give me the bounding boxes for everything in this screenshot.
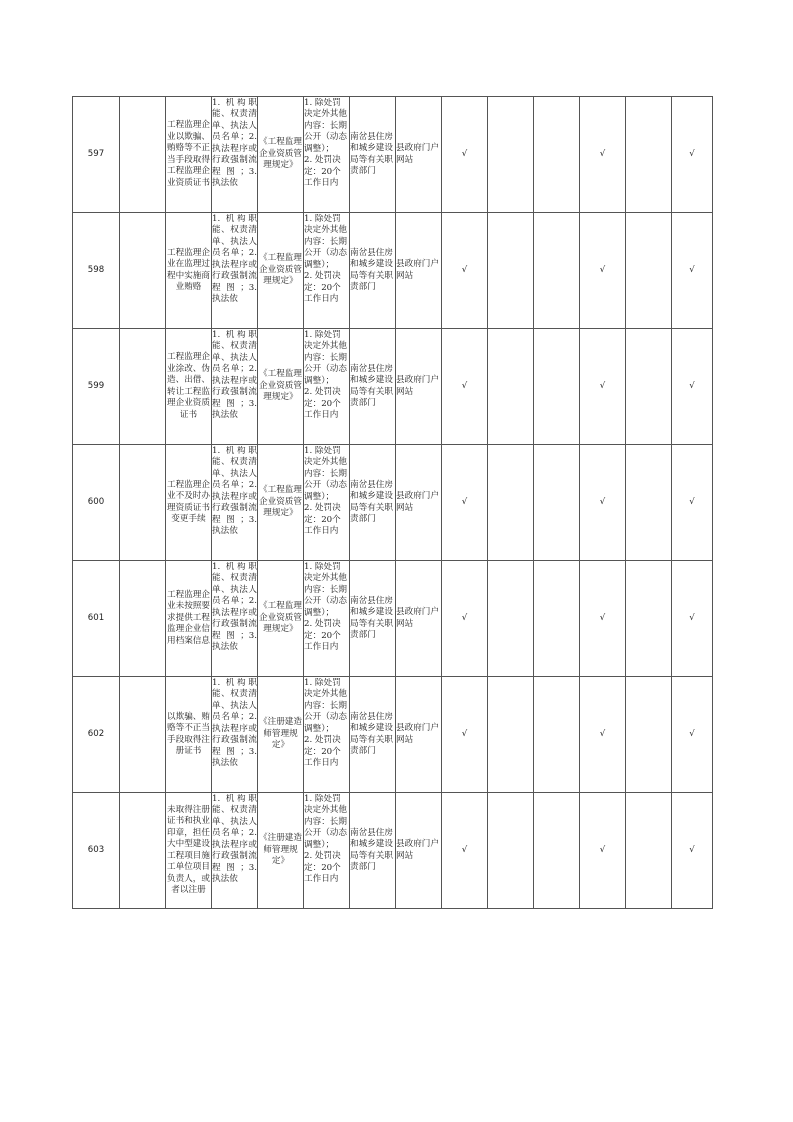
empty-cell (120, 329, 166, 445)
matter-name: 工程监理企业涂改、伪造、出借、转让工程监理企业资质证书 (166, 329, 212, 445)
table-row (73, 445, 713, 561)
disclosure-basis (212, 97, 258, 213)
disclosure-basis (212, 213, 258, 329)
disclosure-basis (212, 561, 258, 677)
check-cell: √ (672, 329, 713, 445)
matter-name: 未取得注册证书和执业印章，担任大中型建设工程项目施工单位项目负责人，或者以注册 (166, 793, 212, 909)
legal-basis: 《注册建造师管理规定》 (258, 793, 304, 909)
check-cell (488, 213, 534, 329)
row-number: 603 (73, 793, 120, 909)
disclosure-basis-text: 1. 机构职能、权责清单、执法人员名单；2. 执法程序或行政强制流程图；3. 执法依 (212, 677, 257, 768)
disclosure-time-text: 1. 除处罚决定外其他内容：长期公开（动态调整）； 2. 处罚决定：20个工作日内 (304, 97, 347, 188)
disclosure-basis (212, 445, 258, 561)
empty-cell (120, 677, 166, 793)
check-cell: √ (442, 329, 488, 445)
row-number: 600 (73, 445, 120, 561)
check-cell: √ (580, 561, 626, 677)
table-row (73, 213, 713, 329)
check-cell: √ (442, 677, 488, 793)
check-cell (534, 677, 580, 793)
disclosure-basis (212, 677, 258, 793)
disclosure-subject: 南岔县住房和城乡建设局等有关职责部门 (350, 677, 396, 793)
matter-name: 工程监理企业以欺骗、贿赂等不正当手段取得工程监理企业资质证书 (166, 97, 212, 213)
disclosure-subject: 南岔县住房和城乡建设局等有关职责部门 (350, 445, 396, 561)
disclosure-basis-text: 1. 机构职能、权责清单、执法人员名单；2. 执法程序或行政强制流程图；3. 执法依 (212, 793, 257, 884)
legal-basis: 《注册建造师管理规定》 (258, 677, 304, 793)
disclosure-basis-text: 1. 机构职能、权责清单、执法人员名单；2. 执法程序或行政强制流程图；3. 执法依 (212, 97, 257, 188)
check-cell: √ (442, 793, 488, 909)
empty-cell (120, 561, 166, 677)
table-row (73, 329, 713, 445)
table-row (73, 97, 713, 213)
disclosure-subject: 南岔县住房和城乡建设局等有关职责部门 (350, 97, 396, 213)
disclosure-time (304, 97, 350, 213)
disclosure-time-text: 1. 除处罚决定外其他内容：长期公开（动态调整）； 2. 处罚决定：20个工作日内 (304, 793, 347, 884)
disclosure-time (304, 677, 350, 793)
row-number: 601 (73, 561, 120, 677)
legal-basis: 《工程监理企业资质管理规定》 (258, 97, 304, 213)
disclosure-time-text: 1. 除处罚决定外其他内容：长期公开（动态调整）； 2. 处罚决定：20个工作日内 (304, 445, 347, 536)
disclosure-basis-text: 1. 机构职能、权责清单、执法人员名单；2. 执法程序或行政强制流程图；3. 执法依 (212, 213, 257, 304)
check-cell: √ (580, 329, 626, 445)
empty-cell (120, 213, 166, 329)
disclosure-time (304, 213, 350, 329)
check-cell (534, 561, 580, 677)
check-cell (488, 677, 534, 793)
row-number: 597 (73, 97, 120, 213)
disclosure-subject: 南岔县住房和城乡建设局等有关职责部门 (350, 793, 396, 909)
disclosure-table (72, 96, 713, 909)
disclosure-basis-text: 1. 机构职能、权责清单、执法人员名单；2. 执法程序或行政强制流程图；3. 执法依 (212, 561, 257, 652)
matter-name: 工程监理企业不及时办理资质证书变更手续 (166, 445, 212, 561)
check-cell: √ (672, 677, 713, 793)
check-cell: √ (442, 213, 488, 329)
row-number: 602 (73, 677, 120, 793)
legal-basis: 《工程监理企业资质管理规定》 (258, 561, 304, 677)
table-body (73, 97, 713, 909)
disclosure-channel: 县政府门户网站 (396, 677, 442, 793)
table-row (73, 677, 713, 793)
check-cell: √ (672, 213, 713, 329)
disclosure-subject: 南岔县住房和城乡建设局等有关职责部门 (350, 329, 396, 445)
matter-name: 工程监理企业未按照要求提供工程监理企业信用档案信息 (166, 561, 212, 677)
check-cell (626, 677, 672, 793)
check-cell: √ (672, 445, 713, 561)
disclosure-channel: 县政府门户网站 (396, 329, 442, 445)
disclosure-time-text: 1. 除处罚决定外其他内容：长期公开（动态调整）； 2. 处罚决定：20个工作日内 (304, 561, 347, 652)
check-cell (626, 213, 672, 329)
disclosure-time (304, 561, 350, 677)
row-number: 598 (73, 213, 120, 329)
check-cell (488, 329, 534, 445)
legal-basis: 《工程监理企业资质管理规定》 (258, 213, 304, 329)
check-cell: √ (580, 677, 626, 793)
disclosure-time (304, 445, 350, 561)
check-cell (488, 97, 534, 213)
disclosure-basis-text: 1. 机构职能、权责清单、执法人员名单；2. 执法程序或行政强制流程图；3. 执法依 (212, 445, 257, 536)
disclosure-basis (212, 329, 258, 445)
legal-basis: 《工程监理企业资质管理规定》 (258, 445, 304, 561)
check-cell (488, 793, 534, 909)
check-cell (534, 213, 580, 329)
disclosure-channel: 县政府门户网站 (396, 445, 442, 561)
empty-cell (120, 97, 166, 213)
disclosure-time-text: 1. 除处罚决定外其他内容：长期公开（动态调整）； 2. 处罚决定：20个工作日内 (304, 213, 347, 304)
check-cell: √ (580, 97, 626, 213)
check-cell (534, 445, 580, 561)
disclosure-basis (212, 793, 258, 909)
disclosure-channel: 县政府门户网站 (396, 793, 442, 909)
disclosure-time-text: 1. 除处罚决定外其他内容：长期公开（动态调整）； 2. 处罚决定：20个工作日内 (304, 329, 347, 420)
row-number: 599 (73, 329, 120, 445)
check-cell (534, 97, 580, 213)
table-row (73, 793, 713, 909)
check-cell (626, 445, 672, 561)
check-cell (626, 329, 672, 445)
check-cell: √ (672, 793, 713, 909)
check-cell: √ (442, 97, 488, 213)
check-cell (488, 561, 534, 677)
legal-basis: 《工程监理企业资质管理规定》 (258, 329, 304, 445)
check-cell (534, 329, 580, 445)
check-cell (626, 561, 672, 677)
check-cell: √ (442, 561, 488, 677)
check-cell (626, 97, 672, 213)
disclosure-channel: 县政府门户网站 (396, 97, 442, 213)
check-cell: √ (672, 561, 713, 677)
empty-cell (120, 793, 166, 909)
check-cell (534, 793, 580, 909)
check-cell (626, 793, 672, 909)
disclosure-subject: 南岔县住房和城乡建设局等有关职责部门 (350, 561, 396, 677)
empty-cell (120, 445, 166, 561)
disclosure-subject: 南岔县住房和城乡建设局等有关职责部门 (350, 213, 396, 329)
disclosure-time (304, 793, 350, 909)
disclosure-time-text: 1. 除处罚决定外其他内容：长期公开（动态调整）； 2. 处罚决定：20个工作日内 (304, 677, 347, 768)
matter-name: 以欺骗、贿赂等不正当手段取得注册证书 (166, 677, 212, 793)
disclosure-channel: 县政府门户网站 (396, 561, 442, 677)
disclosure-channel: 县政府门户网站 (396, 213, 442, 329)
table-row (73, 561, 713, 677)
matter-name: 工程监理企业在监理过程中实施商业贿赂 (166, 213, 212, 329)
check-cell: √ (580, 445, 626, 561)
check-cell: √ (580, 213, 626, 329)
check-cell: √ (580, 793, 626, 909)
check-cell: √ (672, 97, 713, 213)
check-cell (488, 445, 534, 561)
disclosure-basis-text: 1. 机构职能、权责清单、执法人员名单；2. 执法程序或行政强制流程图；3. 执法依 (212, 329, 257, 420)
disclosure-time (304, 329, 350, 445)
check-cell: √ (442, 445, 488, 561)
